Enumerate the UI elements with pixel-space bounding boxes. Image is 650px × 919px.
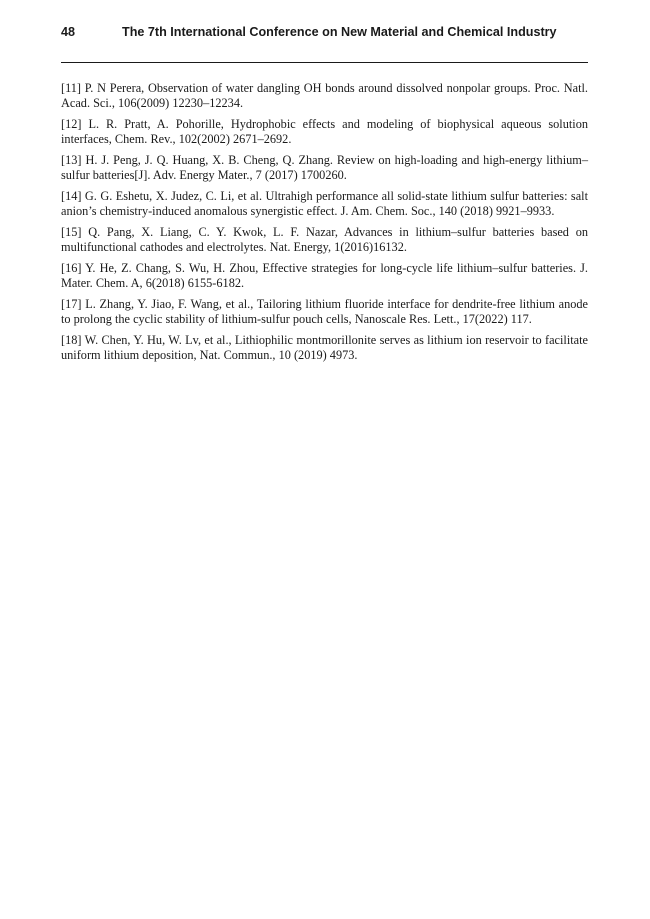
page-number: 48 bbox=[61, 25, 76, 39]
reference-item: [15] Q. Pang, X. Liang, C. Y. Kwok, L. F. Nazar, Advances in lithium–sulfur batteries based on multifunctional cathodes and electrolytes. Nat. Energy, 1(2016)16132. bbox=[61, 225, 588, 254]
reference-item: [14] G. G. Eshetu, X. Judez, C. Li, et al. Ultrahigh performance all solid-state lithium sulfur batteries: salt anion’s chemistry-induced anomalous synergistic effect. J. Am. Chem. Soc., 140 (2018) 9921–9933. bbox=[61, 189, 588, 218]
reference-item: [17] L. Zhang, Y. Jiao, F. Wang, et al., Tailoring lithium fluoride interface for dendrite-free lithium anode to prolong the cyclic stability of lithium-sulfur pouch cells, Nanoscale Res. Lett., 17(2022) 117. bbox=[61, 297, 588, 326]
reference-item: [13] H. J. Peng, J. Q. Huang, X. B. Cheng, Q. Zhang. Review on high-loading and high-energy lithium–sulfur batteries[J]. Adv. Energy Mater., 7 (2017) 1700260. bbox=[61, 153, 588, 182]
header-rule bbox=[61, 62, 588, 63]
reference-item: [11] P. N Perera, Observation of water dangling OH bonds around dissolved nonpolar groups. Proc. Natl. Acad. Sci., 106(2009) 12230–12234. bbox=[61, 81, 588, 110]
running-title: The 7th International Conference on New Material and Chemical Industry bbox=[122, 25, 557, 39]
reference-item: [16] Y. He, Z. Chang, S. Wu, H. Zhou, Effective strategies for long-cycle life lithium–sulfur batteries. J. Mater. Chem. A, 6(2018) 6155-6182. bbox=[61, 261, 588, 290]
reference-item: [18] W. Chen, Y. Hu, W. Lv, et al., Lithiophilic montmorillonite serves as lithium ion reservoir to facilitate uniform lithium deposition, Nat. Commun., 10 (2019) 4973. bbox=[61, 333, 588, 362]
reference-list bbox=[61, 81, 588, 369]
reference-item: [12] L. R. Pratt, A. Pohorille, Hydrophobic effects and modeling of biophysical aqueous solution interfaces, Chem. Rev., 102(2002) 2671–2692. bbox=[61, 117, 588, 146]
page-header bbox=[61, 22, 588, 42]
